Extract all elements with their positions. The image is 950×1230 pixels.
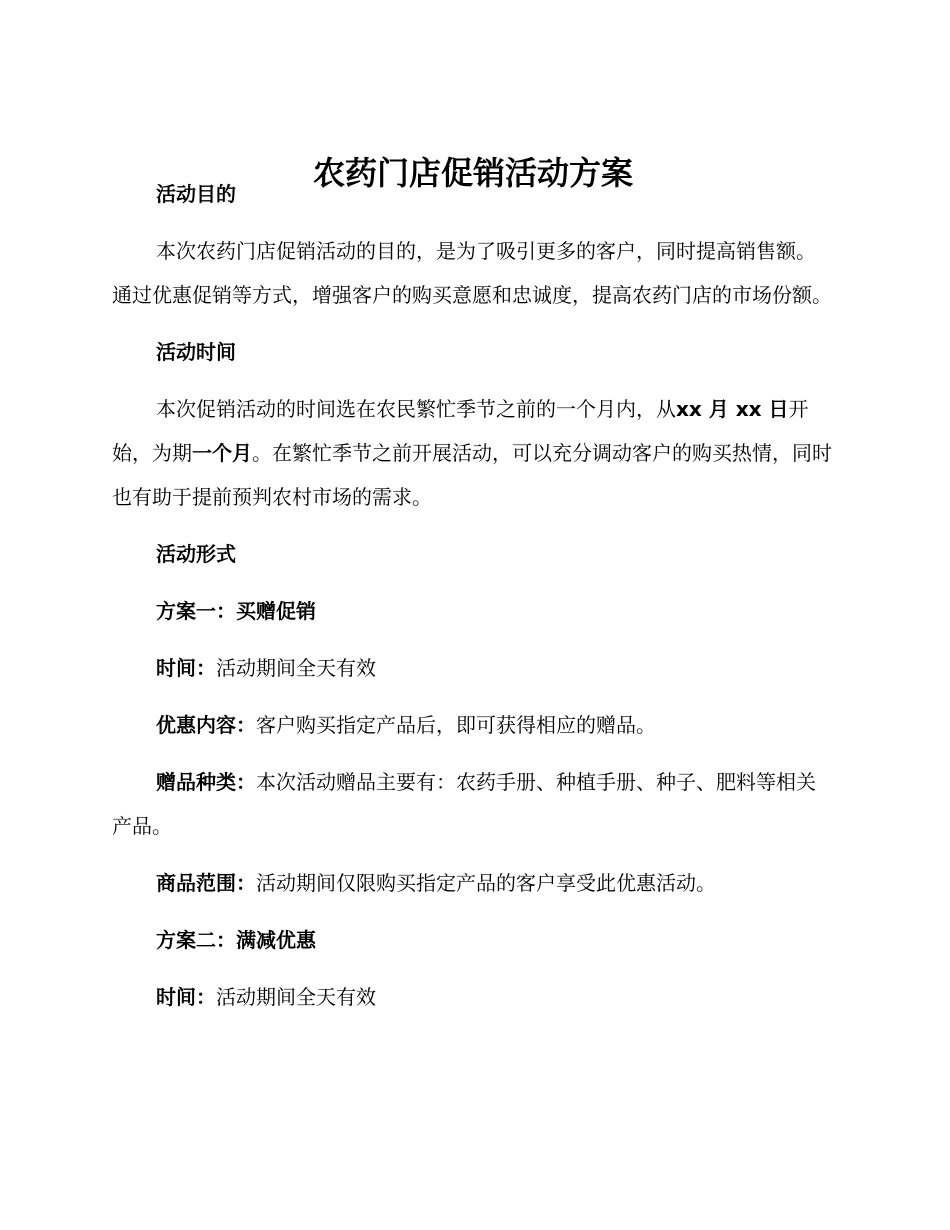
document-page <box>112 148 834 1019</box>
spacer <box>112 962 834 975</box>
spacer <box>112 690 834 703</box>
plan2-time-label: 时间： <box>156 985 216 1009</box>
spacer <box>112 633 834 646</box>
plan2-heading: 方案二：满减优惠 <box>156 928 316 952</box>
plan2-time-field <box>112 975 834 1019</box>
plan1-scope-field <box>112 861 834 905</box>
plan1-heading: 方案一：买赠促销 <box>156 599 316 623</box>
spacer <box>112 747 834 760</box>
plan1-gift-value: 本次活动赠品主要有：农药手册、种植手册、种子、肥料等相关产品。 <box>112 770 816 838</box>
plan1-offer-field <box>112 703 834 747</box>
spacer <box>112 519 834 532</box>
time-text-mid: 开始，为期 <box>112 397 809 465</box>
plan1-gift-label: 赠品种类： <box>156 770 256 794</box>
section-heading-purpose: 活动目的 <box>156 182 236 206</box>
time-duration: 一个月 <box>192 441 252 465</box>
time-text-post: 。在繁忙季节之前开展活动，可以充分调动客户的购买热情，同时也有助于提前预判农村市场的需求。 <box>112 441 832 509</box>
spacer <box>112 317 834 330</box>
spacer <box>112 216 834 229</box>
time-date: xx 月 xx 日 <box>676 397 789 421</box>
plan1-offer-label: 优惠内容： <box>156 713 256 737</box>
paragraph-time <box>112 387 834 519</box>
section-heading-format: 活动形式 <box>156 542 236 566</box>
paragraph-purpose: 本次农药门店促销活动的目的，是为了吸引更多的客户，同时提高销售额。通过优惠促销等方式，增强客户的购买意愿和忠诚度，提高农药门店的市场份额。 <box>112 239 832 307</box>
spacer <box>112 374 834 387</box>
document-title: 农药门店促销活动方案 <box>312 154 633 192</box>
plan1-scope-label: 商品范围： <box>156 871 256 895</box>
spacer <box>112 905 834 918</box>
plan1-time-field <box>112 646 834 690</box>
plan1-offer-value: 客户购买指定产品后，即可获得相应的赠品。 <box>256 713 656 737</box>
plan1-time-label: 时间： <box>156 656 216 680</box>
time-text-pre: 本次促销活动的时间选在农民繁忙季节之前的一个月内，从 <box>156 397 676 421</box>
plan2-time-value: 活动期间全天有效 <box>216 985 376 1009</box>
plan1-time-value: 活动期间全天有效 <box>216 656 376 680</box>
plan1-gift-field <box>112 760 834 848</box>
plan1-scope-value: 活动期间仅限购买指定产品的客户享受此优惠活动。 <box>256 871 716 895</box>
spacer <box>112 576 834 589</box>
section-heading-time: 活动时间 <box>156 340 236 364</box>
spacer <box>112 848 834 861</box>
